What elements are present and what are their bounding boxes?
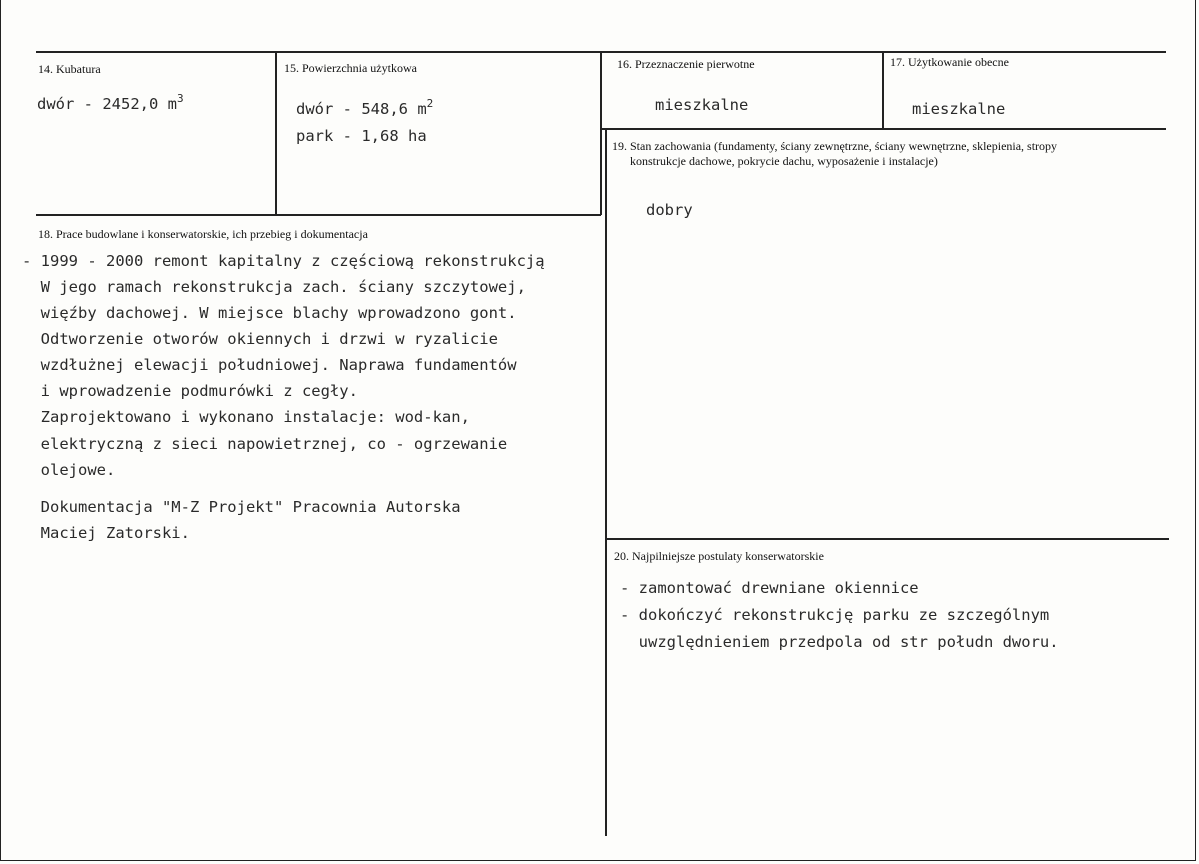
field-20-line: uwzględnieniem przedpola od str połudn dworu. [620,633,1059,651]
field-18-line: Maciej Zatorski. [22,524,190,542]
divider-left-right-top [600,51,602,215]
field-18-line: Odtworzenie otworów okiennych i drzwi w ryzalicie [22,330,498,348]
field-19-value: dobry [646,201,693,219]
field-17-value: mieszkalne [912,100,1006,118]
rule-under-14-15 [36,214,601,216]
field-17-label: 17. Użytkowanie obecne [890,55,1009,69]
divider-left-right-bottom [605,128,607,836]
field-18-line: Zaprojektowano i wykonano instalacje: wod-kan, [22,408,470,426]
field-15-line2: park - 1,68 ha [296,127,427,145]
field-16-value: mieszkalne [655,96,749,114]
field-14-label: 14. Kubatura [38,62,101,76]
field-14-value: dwór - 2452,0 $m^3$ [37,92,184,113]
field-15-label: 15. Powierzchnia użytkowa [284,61,417,75]
field-15-line1: dwór - 548,6 $m^2$ [296,97,434,118]
field-19-label-line1: 19. Stan zachowania (fundamenty, ściany zewnętrzne, ściany wewnętrzne, sklepienia, stropy [612,139,1058,153]
field-18-label: 18. Prace budowlane i konserwatorskie, ich przebieg i dokumentacja [38,227,368,241]
field-20-label: 20. Najpilniejsze postulaty konserwatorskie [614,549,824,563]
field-20-line: - zamontować drewniane okiennice [620,579,919,597]
field-16-label: 16. Przeznaczenie pierwotne [617,57,755,71]
field-18-line: i wprowadzenie podmurówki z cegły. [22,382,358,400]
field-18-line: - 1999 - 2000 remont kapitalny z częściową rekonstrukcją [22,252,545,270]
field-18-line: W jego ramach rekonstrukcja zach. ściany szczytowej, [22,278,526,296]
divider-16-17 [882,51,884,129]
field-18-line: olejowe. [22,461,116,479]
field-20-line: - dokończyć rekonstrukcję parku ze szczególnym [620,606,1050,624]
field-18-line: elektryczną z sieci napowietrznej, co - ogrzewanie [22,435,508,453]
field-18-line: Dokumentacja "M-Z Projekt" Pracownia Autorska [22,498,461,516]
field-18-line: wzdłużnej elewacji południowej. Naprawa fundamentów [22,356,517,374]
divider-14-15 [275,51,277,215]
rule-above-20 [605,538,1169,540]
field-18-line: więźby dachowej. W miejsce blachy wprowadzono gont. [22,304,517,322]
field-19-label-line2: konstrukcje dachowe, pokrycie dachu, wyposażenie i instalacje) [630,154,938,168]
